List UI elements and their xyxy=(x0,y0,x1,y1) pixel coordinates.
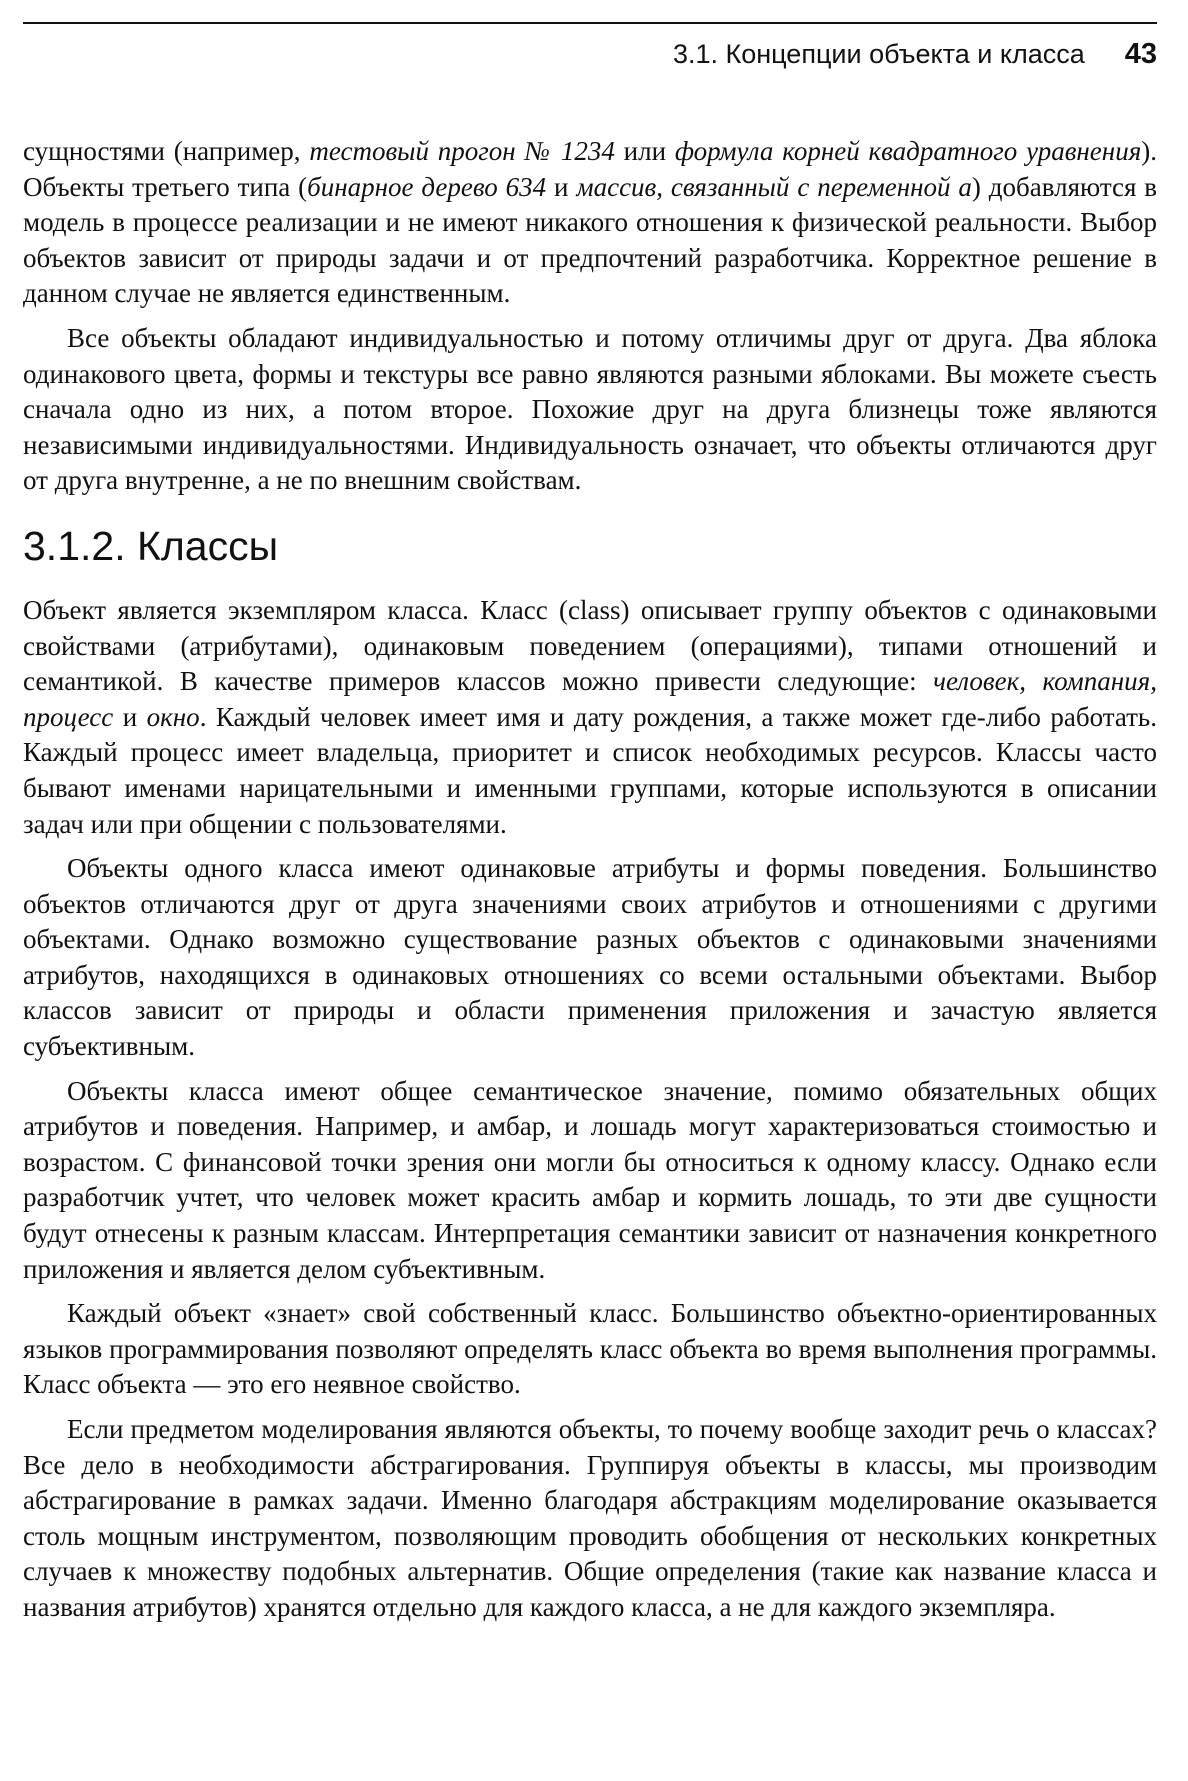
text-run: Объекты класса имеют общее семантическое значение, помимо обязательных общих атрибутов и поведения. Например, и амбар, и лошадь могут характеризоваться стоимостью и возрастом. С финансовой точки зрения они могли бы относиться к одному классу. Однако если разработчик учтет, что человек может красить амбар и кормить лошадь, то эти две сущности будут отнесены к разным классам. Интерпретация семантики зависит от назначения конкретного приложения и является делом субъективным. xyxy=(23,1075,1157,1284)
italic-term: человек, компания, процесс xyxy=(23,666,1157,732)
italic-term: бинарное дерево 634 xyxy=(307,171,547,202)
italic-term: формула корней квадратного уравнения xyxy=(674,136,1142,166)
section-heading: 3.1.2. Классы xyxy=(23,522,279,569)
body-paragraph xyxy=(23,593,1157,842)
body-paragraph xyxy=(23,1074,1157,1288)
body-paragraph xyxy=(23,321,1157,499)
text-run: Объект является экземпляром класса. Класс (class) описывает группу объектов с одинаковыми свойствами (атрибутами), одинаковым поведением (операциями), типами отношений и семантикой. В качестве примеров классов можно привести следующие: xyxy=(23,594,1157,697)
body-paragraph xyxy=(23,134,1157,312)
body-paragraph xyxy=(23,1296,1157,1403)
paragraphs-after-section xyxy=(23,593,1157,1626)
body-paragraph xyxy=(23,851,1157,1065)
text-run: Все объекты обладают индивидуальностью и потому отличимы друг от друга. Два яблока одинакового цвета, формы и текстуры все равно являются разными яблоками. Вы можете съесть сначала одно из них, а потом второе. Похожие друг на друга близнецы тоже являются независимыми индивидуальностями. Индивидуальность означает, что объекты отличаются друг от друга внутренне, а не по внешним свойствам. xyxy=(23,322,1157,496)
italic-term: массив, связанный с переменной a xyxy=(576,171,972,202)
page-number: 43 xyxy=(1124,38,1157,70)
running-title: 3.1. Концепции объекта и класса xyxy=(672,39,1085,69)
italic-term: тестовый прогон № 1234 xyxy=(309,136,615,166)
text-run: Объекты одного класса имеют одинаковые атрибуты и формы поведения. Большинство объектов отличаются друг от друга значениями своих атрибутов и отношениями с другими объектами. Однако возможно существование разных объектов с одинаковыми значениями атрибутов, находящихся в одинаковых отношениях со всеми остальными объектами. Выбор классов зависит от природы и области применения приложения и зачастую является субъективным. xyxy=(23,853,1157,1062)
text-run: . Каждый человек имеет имя и дату рождения, а также может где-либо работать. Каждый процесс имеет владельца, приоритет и список необходимых ресурсов. Классы часто бывают именами нарицательными и именными группами, которые используются в описании задач или при общении с пользователями. xyxy=(23,701,1157,839)
running-header xyxy=(23,38,1157,71)
page-body xyxy=(23,134,1157,1635)
text-run: или xyxy=(614,136,675,166)
text-run: сущностями (например, xyxy=(23,136,310,166)
italic-term: окно xyxy=(146,701,200,732)
text-run: и xyxy=(546,171,577,202)
paragraphs-before-section xyxy=(23,134,1157,499)
text-run: Каждый объект «знает» свой собственный класс. Большинство объектно-ориентированных языков программирования позволяют определять класс объекта во время выполнения программы. Класс объекта — это его неявное свойство. xyxy=(23,1298,1157,1400)
body-paragraph xyxy=(23,1412,1157,1626)
text-run: Если предметом моделирования являются объекты, то почему вообще заходит речь о классах? Все дело в необходимости абстрагирования. Группируя объекты в классы, мы производим абстрагирование в рамках задачи. Именно благодаря абстракциям моделирование оказывается столь мощным инструментом, позволяющим проводить обобщения от нескольких конкретных случаев к множеству подобных альтернатив. Общие определения (такие как название класса и названия атрибутов) хранятся отдельно для каждого класса, а не для каждого экземпляра. xyxy=(23,1414,1157,1622)
text-run: ). Объекты третьего типа ( xyxy=(23,136,1157,202)
header-rule xyxy=(23,22,1157,24)
text-run: ) добавляются в модель в процессе реализации и не имеют никакого отношения к физической реальности. Выбор объектов зависит от природы задачи и от предпочтений разработчика. Корректное решение в данном случае не является единственным. xyxy=(23,171,1157,309)
text-run: и xyxy=(113,701,147,732)
